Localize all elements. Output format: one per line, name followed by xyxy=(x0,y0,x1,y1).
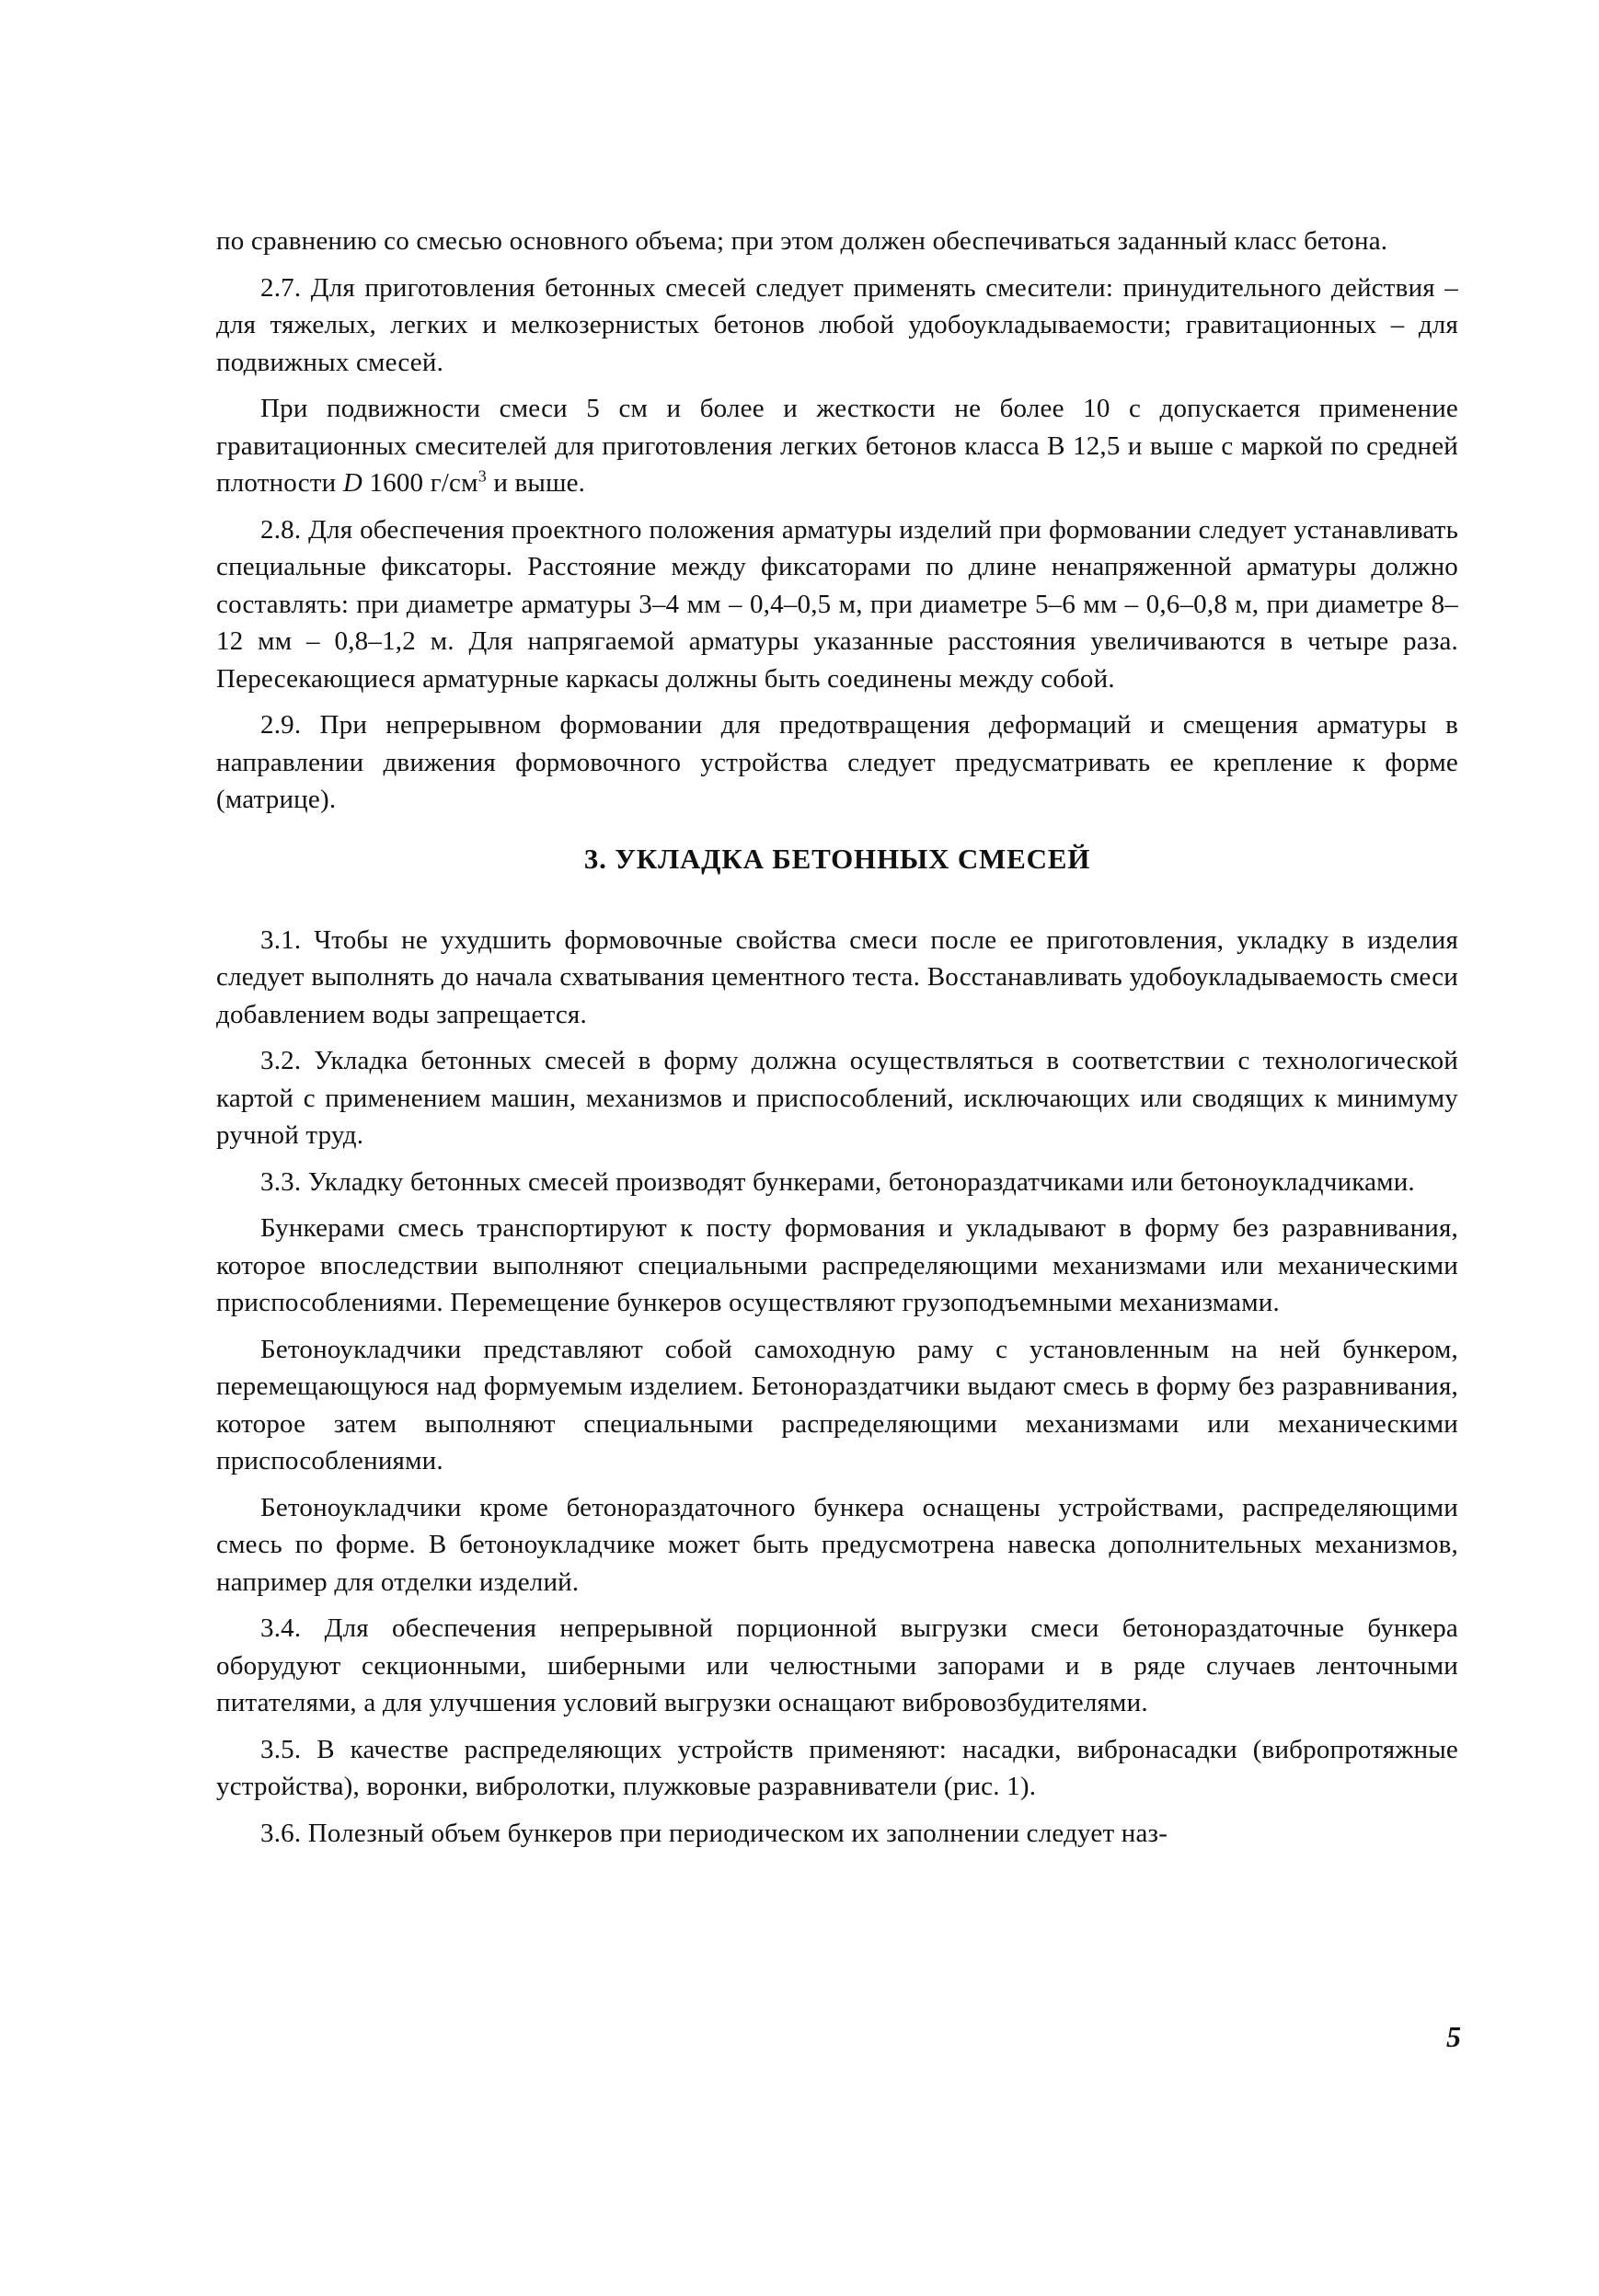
note-text-before: При подвижности смеси 5 см и более и жесткости не более 10 с допускается применение гравитационных смесителей для приготовления легких бетонов класса В 12,5 и выше с маркой по средней плотности xyxy=(216,394,1458,498)
section-heading: 3. УКЛАДКА БЕТОННЫХ СМЕСЕЙ xyxy=(583,842,1091,875)
paragraph-3-3: 3.3. Укладку бетонных смесей производят бункерами, бетонораздатчиками или бетоноукладчиками. xyxy=(260,1166,1415,1197)
paragraph-3-3-c: Бетоноукладчики кроме бетонораздаточного бункера оснащены устройствами, распределяющими смесь по форме. В бетоноукладчике может быть предусмотрена навеска дополнительных механизмов, например для отделки изделий. xyxy=(216,1492,1458,1597)
paragraph-3-4: 3.4. Для обеспечения непрерывной порционной выгрузки смеси бетонораздаточные бункера оборудуют секционными, шиберными или челюстными запорами и в ряде случаев ленточными питателями, а для улучшения условий выгрузки оснащают вибровозбудителями. xyxy=(216,1613,1458,1717)
unit-exponent: 3 xyxy=(477,466,487,486)
paragraph-3-5: 3.5. В качестве распределяющих устройств применяют: насадки, вибронасадки (вибропротяжные устройства), воронки, вибролотки, плужковые разравниватели (рис. 1). xyxy=(216,1734,1458,1801)
paragraph-3-1: 3.1. Чтобы не ухудшить формовочные свойства смеси после ее приготовления, укладку в изделия следует выполнять до начала схватывания цементного теста. Восстанавливать удобоукладываемость смеси добавлением воды запрещается. xyxy=(216,924,1458,1029)
paragraphs-before-group xyxy=(216,223,1458,819)
note-text-after: и выше. xyxy=(486,468,586,498)
density-value: 1600 г/см xyxy=(362,468,478,498)
paragraph-2-7: 2.7. Для приготовления бетонных смесей следует применять смесители: принудительного действия – для тяжелых, легких и мелкозернистых бетонов любой удобоукладываемости; гравитационных – для подвижных смесей. xyxy=(216,272,1458,377)
page-number: 5 xyxy=(1446,2020,1461,2053)
density-symbol: D xyxy=(342,468,362,498)
section-paragraphs-group xyxy=(216,922,1458,1853)
paragraph-3-6: 3.6. Полезный объем бункеров при периодическом их заполнении следует наз- xyxy=(260,1818,1168,1848)
paragraph-3-3-b: Бетоноукладчики представляют собой самоходную раму с установленным на ней бункером, перемещающуюся над формуемым изделием. Бетонораздатчики выдают смесь в форму без разравнивания, которое затем выполняют специальными распределяющими механизмами или механическими приспособлениями. xyxy=(216,1334,1458,1475)
paragraph-2-8: 2.8. Для обеспечения проектного положения арматуры изделий при формовании следует устанавливать специальные фиксаторы. Расстояние между фиксаторами по длине ненапряженной арматуры должно составлять: при диаметре арматуры 3–4 мм – 0,4–0,5 м, при диаметре 5–6 мм – 0,6–0,8 м, при диаметре 8–12 мм – 0,8–1,2 м. Для напрягаемой арматуры указанные расстояния увеличиваются в четыре раза. Пересекающиеся арматурные каркасы должны быть соединены между собой. xyxy=(216,514,1458,694)
document-page xyxy=(216,223,1458,1861)
paragraph-3-2: 3.2. Укладка бетонных смесей в форму должна осуществляться в соответствии с технологической картой с применением машин, механизмов и приспособлений, исключающих или сводящих к минимуму ручной труд. xyxy=(216,1046,1458,1150)
paragraph-2-9: 2.9. При непрерывном формовании для предотвращения деформаций и смещения арматуры в направлении движения формовочного устройства следует предусматривать ее крепление к форме (матрице). xyxy=(216,710,1458,814)
paragraph-2-7-note xyxy=(216,390,1458,502)
paragraph-3-3-a: Бункерами смесь транспортируют к посту формования и укладывают в форму без разравнивания, которое впоследствии выполняют специальными распределяющими механизмами или механическими приспособлениями. Перемещение бункеров осуществляют грузоподъемными механизмами. xyxy=(216,1213,1458,1317)
paragraph-continuation: по сравнению со смесью основного объема; при этом должен обеспечиваться заданный класс бетона. xyxy=(216,226,1388,256)
